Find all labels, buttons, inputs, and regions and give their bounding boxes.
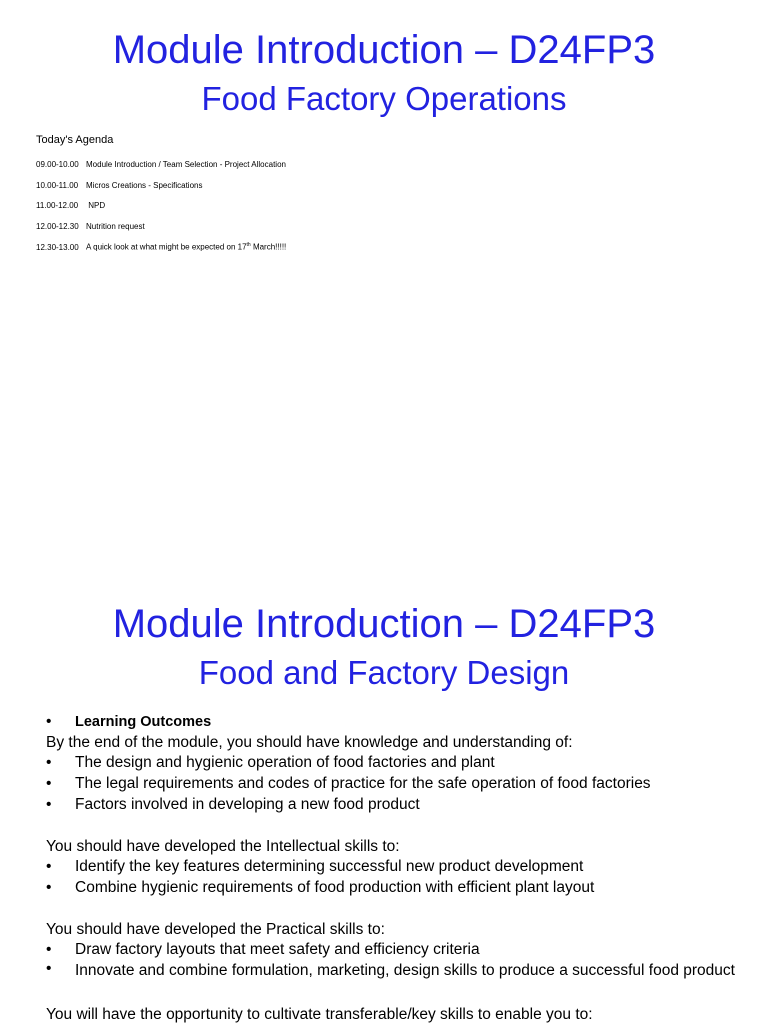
agenda-text: Nutrition request	[86, 222, 145, 231]
agenda-item	[36, 242, 286, 252]
knowledge-item: The design and hygienic operation of food factories and plant	[75, 754, 495, 772]
bullet-glyph: •	[46, 775, 52, 793]
practical-item: Innovate and combine formulation, marketing, design skills to produce a successful food product	[75, 962, 735, 980]
bullet-glyph: •	[46, 960, 52, 978]
practical-intro: You should have developed the Practical skills to:	[46, 920, 385, 938]
intellectual-item: Identify the key features determining successful new product development	[75, 858, 584, 876]
list-item	[46, 753, 746, 774]
agenda-time: 09.00-10.00	[36, 160, 79, 169]
agenda-item	[36, 181, 202, 190]
agenda-text: Micros Creations - Specifications	[86, 181, 203, 190]
list-item	[46, 961, 746, 979]
agenda-time: 12.30-13.00	[36, 242, 79, 252]
list-item	[46, 712, 746, 733]
agenda-item	[36, 222, 145, 231]
practical-item: Draw factory layouts that meet safety and efficiency criteria	[75, 941, 480, 959]
list-item	[46, 940, 746, 961]
agenda-time: 10.00-11.00	[36, 181, 79, 190]
agenda-time: 11.00-12.00	[36, 201, 79, 210]
bullet-glyph: •	[46, 713, 52, 730]
list-item	[46, 774, 746, 795]
agenda-text: Module Introduction / Team Selection - Project Allocation	[86, 160, 286, 169]
agenda-time: 12.00-12.30	[36, 222, 79, 231]
bullet-glyph: •	[46, 941, 52, 959]
bullet-glyph: •	[46, 795, 52, 813]
agenda-superscript: th	[246, 242, 251, 248]
list-item	[46, 878, 746, 899]
slide2-title: Module Introduction – D24FP3	[112, 602, 656, 646]
knowledge-item: Factors involved in developing a new food product	[75, 795, 420, 813]
slide1-title: Module Introduction – D24FP3	[112, 28, 656, 72]
bullet-glyph: •	[46, 754, 52, 772]
list-item	[46, 857, 746, 878]
agenda-heading: Today's Agenda	[36, 134, 114, 146]
agenda-text: A quick look at what might be expected on 17	[86, 242, 247, 252]
slide2-subtitle: Food and Factory Design	[198, 654, 570, 691]
intellectual-intro: You should have developed the Intellectual skills to:	[46, 837, 400, 855]
slide1-subtitle: Food Factory Operations	[201, 80, 567, 117]
agenda-item	[36, 160, 286, 169]
list-item	[46, 795, 746, 816]
knowledge-item: The legal requirements and codes of practice for the safe operation of food factories	[75, 775, 651, 793]
bullet-glyph: •	[46, 858, 52, 876]
knowledge-intro: By the end of the module, you should have knowledge and understanding of:	[46, 733, 573, 751]
learning-outcomes-heading: Learning Outcomes	[75, 714, 212, 730]
agenda-item	[36, 201, 105, 210]
slide-food-and-factory-design	[0, 560, 768, 1024]
agenda-text: NPD	[86, 201, 106, 210]
intellectual-item: Combine hygienic requirements of food production with efficient plant layout	[75, 878, 595, 896]
transferable-intro: You will have the opportunity to cultivate transferable/key skills to enable you to:	[46, 1006, 593, 1024]
bullet-glyph: •	[46, 878, 52, 896]
learning-outcomes-body	[46, 712, 746, 1026]
agenda-text-tail: March!!!!!	[250, 242, 287, 252]
